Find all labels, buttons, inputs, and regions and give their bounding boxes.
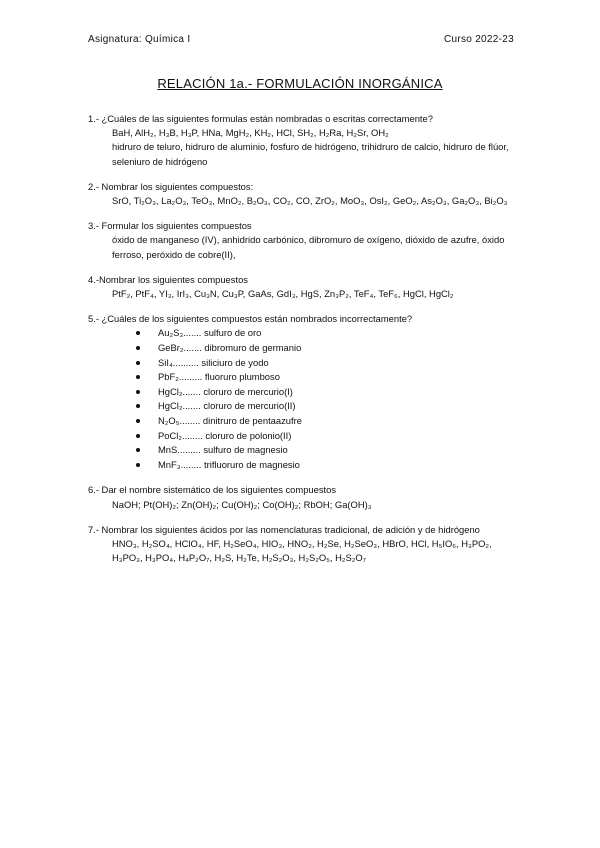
question-7-formulas: HNO₃, H₂SO₄, HClO₄, HF, H₂SeO₄, HIO₃, HNO₂, H₂Se, H₂SeO₃, HBrO, HCl, H₅IO₆, H₃PO₂, H₃PO₃, H₃PO₄, H₄P₂O₇, H₂S, H₂Te, H₂S₂O₃, H₂S₂O₅, H₂S₂O₇ [112, 537, 492, 564]
question-1-names: hidruro de teluro, hidruro de aluminio, fosfuro de hidrógeno, trihidruro de calcio, hidruro de flúor, seleniuro de hidrógeno [112, 141, 509, 167]
question-2-prompt: 2.- Nombrar los siguientes compuestos: [88, 180, 254, 192]
subject-label: Asignatura: Química I [88, 34, 191, 45]
question-3-prompt: 3.- Formular los siguientes compuestos [88, 220, 252, 232]
question-1 [88, 112, 518, 169]
list-item: HgCl₂....... cloruro de mercurio(I) [136, 385, 518, 400]
question-1-formulas: BaH, AlH₂, H₃B, H₃P, HNa, MgH₂, KH₂, HCl, SH₂, H₂Ra, H₂Sr, OH₂ [112, 127, 389, 139]
question-4-prompt: 4.-Nombrar los siguientes compuestos [88, 273, 248, 285]
list-item: GeBr₂....... dibromuro de germanio [136, 341, 518, 356]
list-item: SiI₄.......... siliciuro de yodo [136, 356, 518, 371]
list-item: PoCl₂........ cloruro de polonio(II) [136, 429, 518, 444]
question-6-formulas: NaOH; Pt(OH)₂; Zn(OH)₂; Cu(OH)₂; Co(OH)₂; RbOH; Ga(OH)₃ [112, 498, 372, 510]
question-3 [88, 219, 518, 262]
list-item: PbF₂......... fluoruro plumboso [136, 370, 518, 385]
question-2 [88, 180, 518, 208]
list-item: MnF₃........ trifluoruro de magnesio [136, 458, 518, 473]
question-5-prompt: 5.- ¿Cuáles de los siguientes compuestos están nombrados incorrectamente? [88, 313, 413, 325]
list-item: MnS......... sulfuro de magnesio [136, 443, 518, 458]
question-6-prompt: 6.- Dar el nombre sistemático de los siguientes compuestos [88, 484, 337, 496]
question-6 [88, 483, 518, 511]
question-list [88, 112, 518, 576]
question-1-prompt: 1.- ¿Cuáles de las siguientes formulas están nombradas o escritas correctamente? [88, 113, 433, 124]
question-5 [88, 312, 518, 472]
question-7-prompt: 7.- Nombrar los siguientes ácidos por las nomenclaturas tradicional, de adición y de hidrógeno [88, 523, 480, 535]
question-2-formulas: SrO, Ti₂O₃, La₂O₃, TeO₃, MnO₂, B₂O₃, CO₂, CO, ZrO₂, MoO₃, OsI₂, GeO₂, As₂O₃, Ga₂O₃, Bi₂O₃ [112, 195, 508, 207]
question-7 [88, 523, 518, 566]
question-4 [88, 273, 518, 301]
list-item: Au₂S₃....... sulfuro de oro [136, 326, 518, 341]
course-label: Curso 2022-23 [443, 34, 514, 45]
list-item: N₂O₅........ dinitruro de pentaazufre [136, 414, 518, 429]
list-item: HgCl₂....... cloruro de mercurio(II) [136, 399, 518, 414]
question-3-names: óxido de manganeso (IV), anhidrido carbónico, dibromuro de oxígeno, dióxido de azufre, óxido ferroso, peróxido de cobre(II), [112, 234, 505, 260]
question-5-items [88, 326, 518, 472]
question-4-formulas: PtF₂, PtF₄, YI₃, IrI₃, Cu₃N, Cu₃P, GaAs, GdI₃, HgS, Zn₃P₂, TeF₄, TeF₆, HgCl, HgCl₂ [112, 288, 454, 300]
page-title: RELACIÓN 1a.- FORMULACIÓN INORGÁNICA [157, 76, 443, 91]
